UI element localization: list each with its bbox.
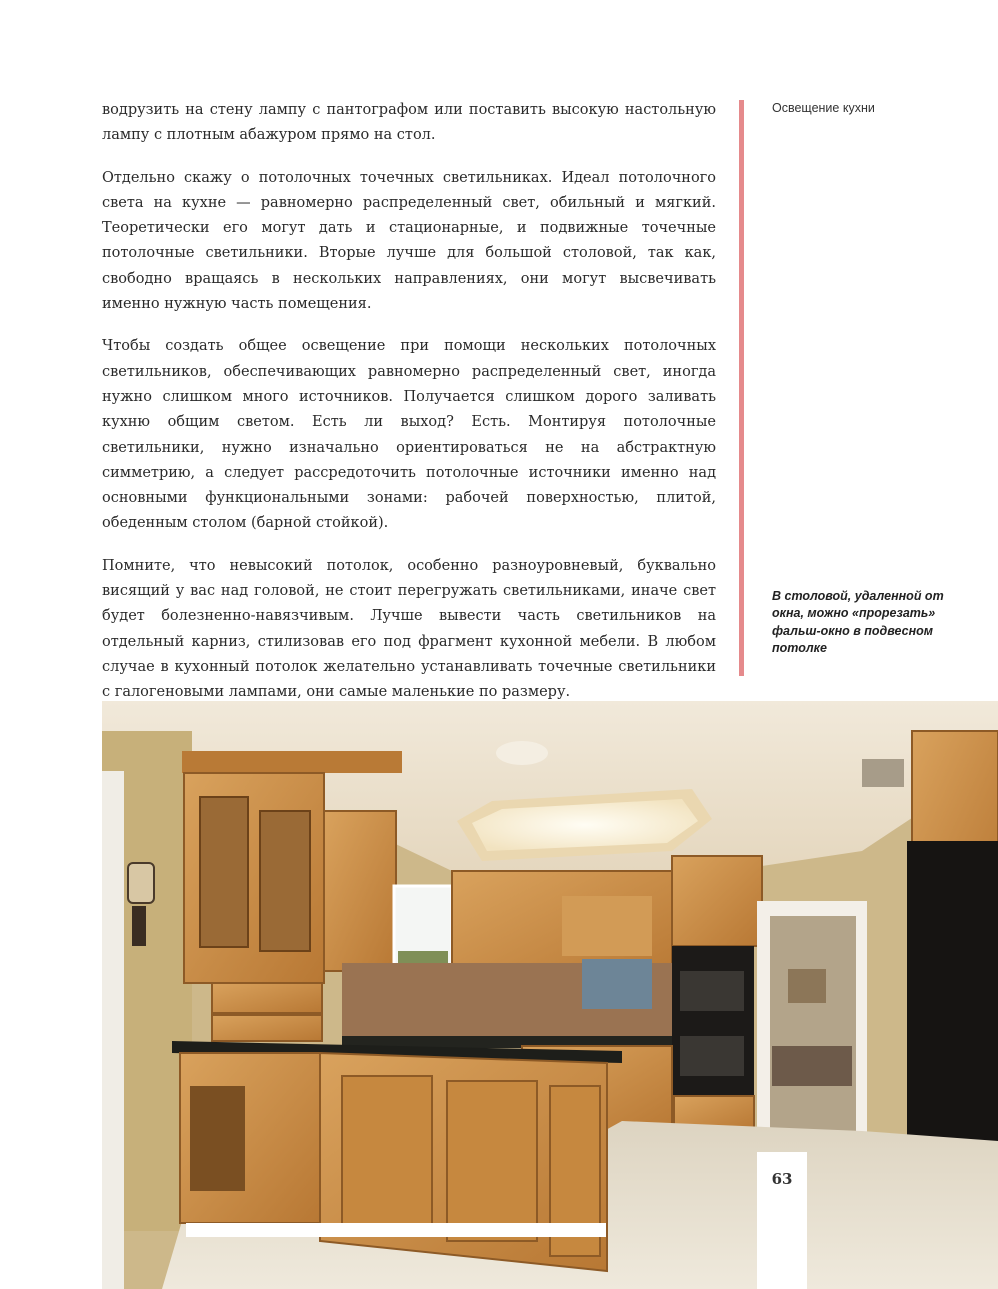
accent-rule (739, 100, 744, 676)
photo-caption: В столовой, удаленной от окна, можно «прорезать» фальш-окно в подвесном потолке (772, 589, 944, 656)
body-text (102, 98, 716, 723)
page-number: 63 (771, 1170, 793, 1188)
section-title: Освещение кухни (772, 101, 875, 115)
paragraph: водрузить на стену лампу с пантографом или поставить высокую настольную лампу с плотным абажуром прямо на стол. (102, 102, 716, 144)
paragraph: Чтобы создать общее освещение при помощи нескольких потолочных светильников, обеспечивающих равномерно распределенный свет, иногда нужно слишком много источников. Получается слишком дорого заливать кухню общим светом. Есть ли выход? Есть. Монтируя потолочные светильники, нужно изначально ориентироваться не на абстрактную симметрию, а следует рассредоточить потолочные источники именно над основными функциональными зонами: рабочей поверхностью, плитой, обеденным столом (барной стойкой). (102, 338, 716, 532)
paragraph: Помните, что невысокий потолок, особенно разноуровневый, буквально висящий у вас над головой, не стоит перегружать светильниками, иначе свет будет болезненно-навязчивым. Лучше вывести часть светильников на отдельный карниз, стилизовав его под фрагмент кухонной мебели. В любом случае в кухонный потолок желательно устанавливать точечные светильники с галогеновыми лампами, они самые маленькие по размеру. (102, 557, 716, 701)
paragraph: Отдельно скажу о потолочных точечных светильниках. Идеал потолочного света на кухне — равномерно распределенный свет, обильный и мягкий. Теоретически его могут дать и стационарные, и подвижные точечные потолочные светильники. Вторые лучше для большой столовой, так как, свободно вращаясь в нескольких направлениях, они могут высвечивать именно нужную часть помещения. (102, 169, 716, 313)
kitchen-photo (102, 701, 998, 1289)
